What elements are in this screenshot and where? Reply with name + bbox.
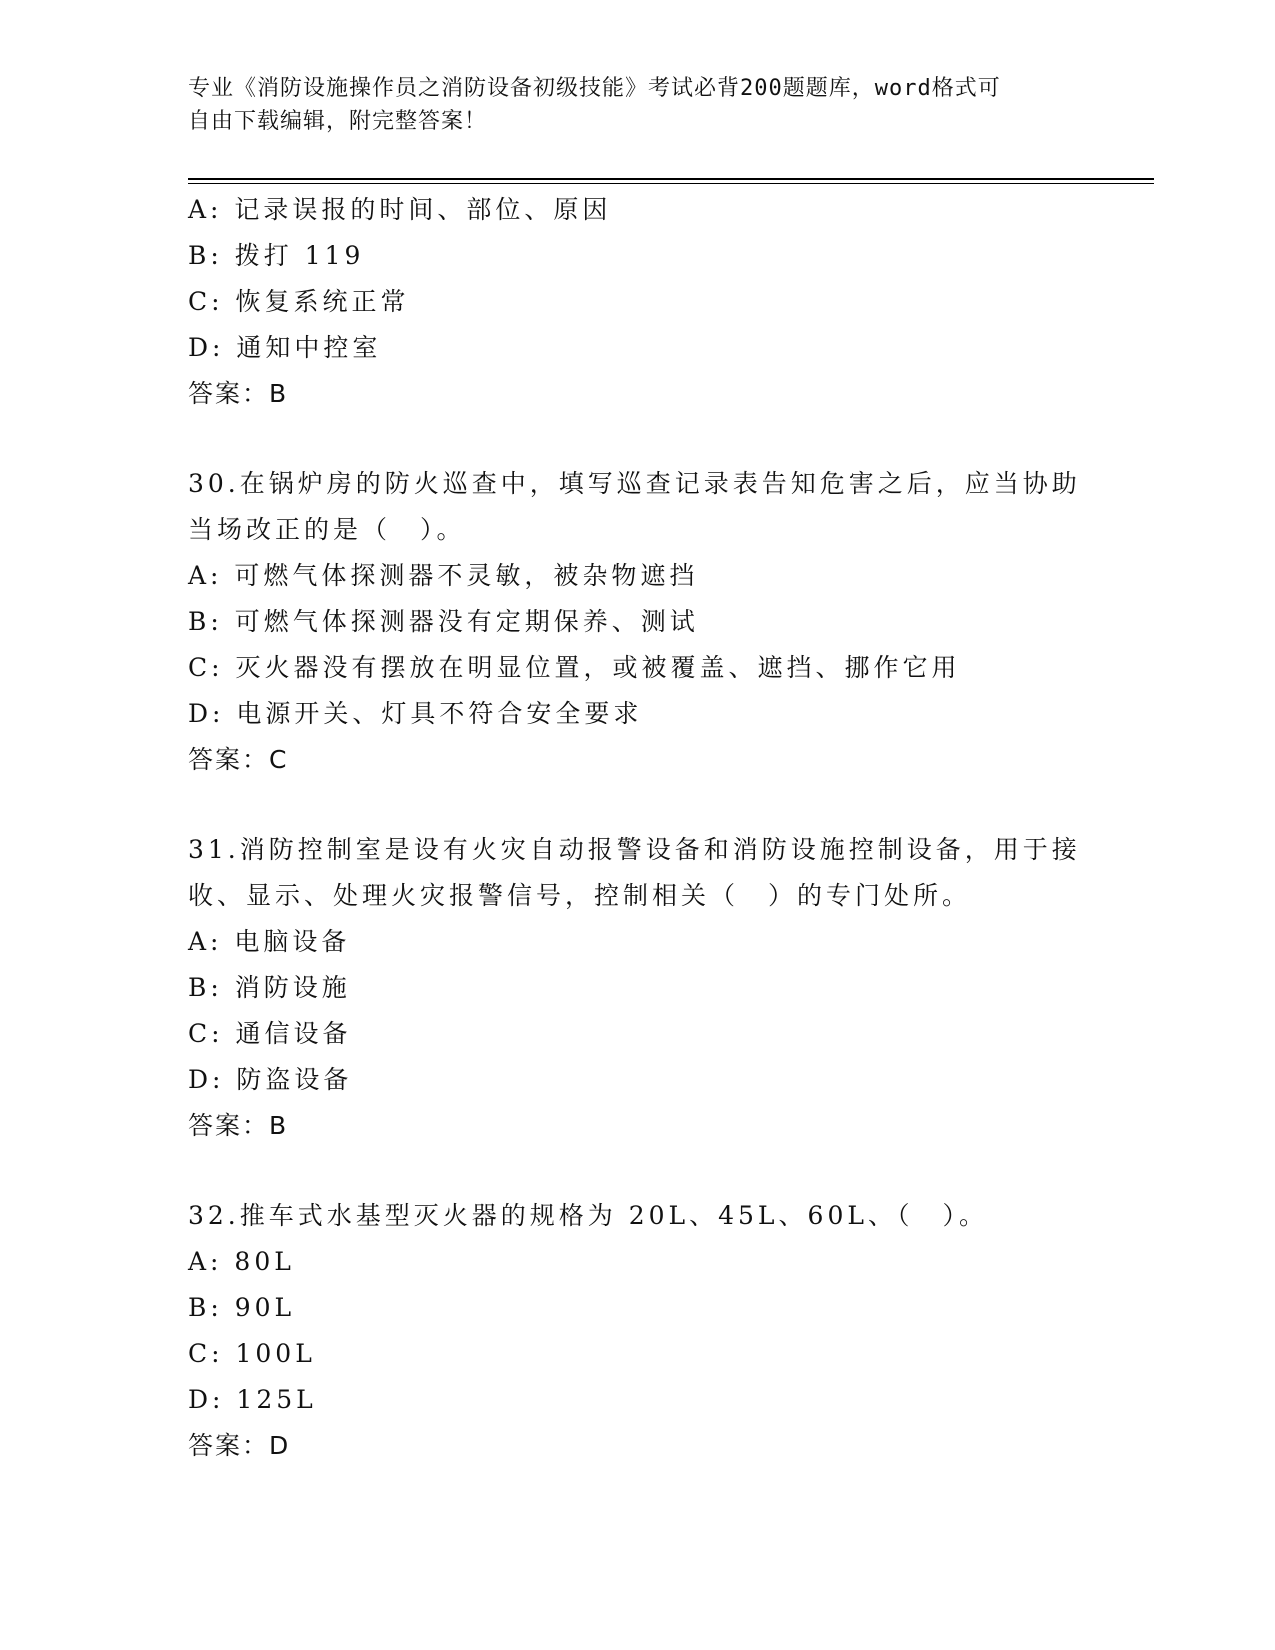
document-header [188,72,1068,138]
question-31 [188,827,1148,1149]
question-stem-line-2: 收、显示、处理火灾报警信号，控制相关（ ）的专门处所。 [188,881,972,910]
question-30 [188,461,1148,783]
option-b: B: 可燃气体探测器没有定期保养、测试 [188,607,699,636]
option-d: D: 通知中控室 [188,333,382,362]
question-stem-line-2: 当场改正的是（ ）。 [188,515,466,544]
answer-line: 答案：C [188,745,289,774]
option-a: A: 80L [188,1247,295,1276]
header-line-1: 专业《消防设施操作员之消防设备初级技能》考试必背200题题库，word格式可 [188,76,1001,101]
option-d: D: 125L [188,1385,317,1414]
question-list [188,187,1148,1469]
option-a: A: 可燃气体探测器不灵敏，被杂物遮挡 [188,561,699,590]
option-d: D: 防盗设备 [188,1065,353,1094]
question-spacer [188,783,1148,827]
option-a: A: 电脑设备 [188,927,351,956]
question-spacer [188,417,1148,461]
question-stem-line-1: 31.消防控制室是设有火灾自动报警设备和消防设施控制设备，用于接 [188,835,1081,864]
option-b: B: 拨打 119 [188,241,365,270]
option-b: B: 90L [188,1293,296,1322]
question-32 [188,1193,1148,1469]
option-d: D: 电源开关、灯具不符合安全要求 [188,699,643,728]
question-stem-line-1: 30.在锅炉房的防火巡查中，填写巡查记录表告知危害之后，应当协助 [188,469,1081,498]
answer-line: 答案：B [188,1111,289,1140]
option-c: C: 100L [188,1339,316,1368]
question-stem-line-1: 32.推车式水基型灭火器的规格为 20L、45L、60L、（ ）。 [188,1201,988,1230]
option-b: B: 消防设施 [188,973,351,1002]
question-29-continued [188,187,1148,417]
answer-line: 答案：B [188,379,289,408]
answer-line: 答案：D [188,1431,291,1460]
header-line-2: 自由下载编辑，附完整答案！ [188,109,488,134]
header-divider-thick [188,178,1154,180]
option-c: C: 通信设备 [188,1019,352,1048]
option-a: A: 记录误报的时间、部位、原因 [188,195,612,224]
option-c: C: 恢复系统正常 [188,287,410,316]
question-spacer [188,1149,1148,1193]
header-divider-thin [188,183,1154,184]
option-c: C: 灭火器没有摆放在明显位置，或被覆盖、遮挡、挪作它用 [188,653,961,682]
